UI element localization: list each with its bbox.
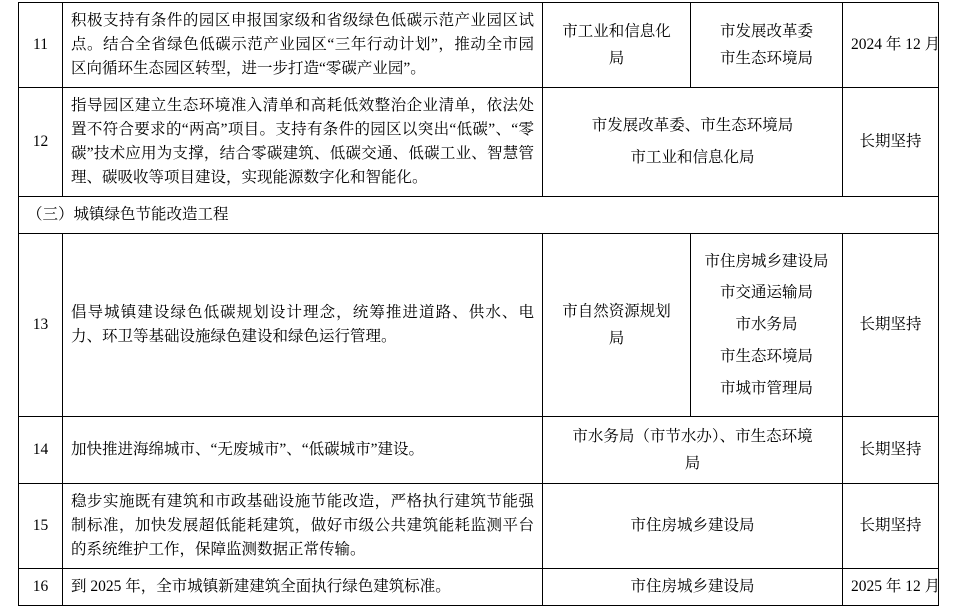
coop-unit-line: 市发展改革委 xyxy=(719,22,813,40)
row-task-text: 到 2025 年，全市城镇新建建筑全面执行绿色建筑标准。 xyxy=(63,569,543,606)
coop-unit-line: 市生态环境局 xyxy=(719,348,813,365)
row-units-merged xyxy=(543,417,843,484)
row-units-merged: 市住房城乡建设局 xyxy=(543,484,843,569)
lead-unit-line: 局 xyxy=(608,50,625,68)
row-deadline: 2024 年 12 月 xyxy=(843,3,939,88)
table-row xyxy=(19,88,939,197)
coop-unit-line: 市交通运输局 xyxy=(719,284,813,302)
row-units-merged xyxy=(543,88,843,197)
table-row xyxy=(19,569,939,606)
row-task-text: 加快推进海绵城市、“无废城市”、“低碳城市”建设。 xyxy=(63,417,543,484)
row-number: 12 xyxy=(19,88,63,197)
coop-unit-line: 市水务局 xyxy=(735,316,798,334)
row-lead-unit xyxy=(543,3,691,88)
row-task-text: 倡导城镇建设绿色低碳规划设计理念，统筹推进道路、供水、电力、环卫等基础设施绿色建设和绿色运行管理。 xyxy=(63,234,543,417)
row-number: 14 xyxy=(19,417,63,484)
table-row xyxy=(19,417,939,484)
row-cooperating-unit xyxy=(691,234,843,417)
row-deadline: 长期坚持 xyxy=(843,484,939,569)
row-deadline: 长期坚持 xyxy=(843,88,939,197)
row-deadline: 长期坚持 xyxy=(843,234,939,417)
row-number: 15 xyxy=(19,484,63,569)
document-page xyxy=(0,2,956,596)
coop-unit-line: 市住房城乡建设局 xyxy=(704,252,829,270)
lead-unit-line: 市自然资源规划 xyxy=(562,303,671,320)
row-lead-unit xyxy=(543,234,691,417)
table-row xyxy=(19,484,939,569)
row-number: 16 xyxy=(19,569,63,606)
merged-unit-line: 市工业和信息化局 xyxy=(630,149,755,167)
coop-unit-line: 市城市管理局 xyxy=(719,379,813,397)
task-measures-table xyxy=(18,2,939,606)
table-row xyxy=(19,3,939,88)
table-row xyxy=(19,234,939,417)
merged-unit-line: 市发展改革委、市生态环境局 xyxy=(591,117,794,135)
row-units-merged: 市住房城乡建设局 xyxy=(543,569,843,606)
coop-unit-line: 市生态环境局 xyxy=(719,50,813,68)
row-task-text: 稳步实施既有建筑和市政基础设施节能改造，严格执行建筑节能强制标准，加快发展超低能耗建筑，做好市级公共建筑能耗监测平台的系统维护工作，保障监测数据正常传输。 xyxy=(63,484,543,569)
row-deadline: 2025 年 12 月 xyxy=(843,569,939,606)
lead-unit-line: 局 xyxy=(608,330,625,348)
lead-unit-line: 市工业和信息化 xyxy=(562,22,671,40)
row-task-text: 指导园区建立生态环境准入清单和高耗低效整治企业清单，依法处置不符合要求的“两高”项目。支持有条件的园区以突出“低碳”、“零碳”技术应用为支撑，结合零碳建筑、低碳交通、低碳工业、智慧管理、碳吸收等项目建设，实现能源数字化和智能化。 xyxy=(63,88,543,197)
row-number: 11 xyxy=(19,3,63,88)
row-number: 13 xyxy=(19,234,63,417)
row-cooperating-unit xyxy=(691,3,843,88)
row-deadline: 长期坚持 xyxy=(843,417,939,484)
row-task-text: 积极支持有条件的园区申报国家级和省级绿色低碳示范产业园区试点。结合全省绿色低碳示范产业园区“三年行动计划”，推动全市园区向循环生态园区转型，进一步打造“零碳产业园”。 xyxy=(63,3,543,88)
merged-unit-line: 市水务局（市节水办）、市生态环境 xyxy=(572,428,813,446)
merged-unit-line: 局 xyxy=(684,455,701,473)
table-section-row xyxy=(19,197,939,234)
section-heading: （三）城镇绿色节能改造工程 xyxy=(19,197,939,234)
